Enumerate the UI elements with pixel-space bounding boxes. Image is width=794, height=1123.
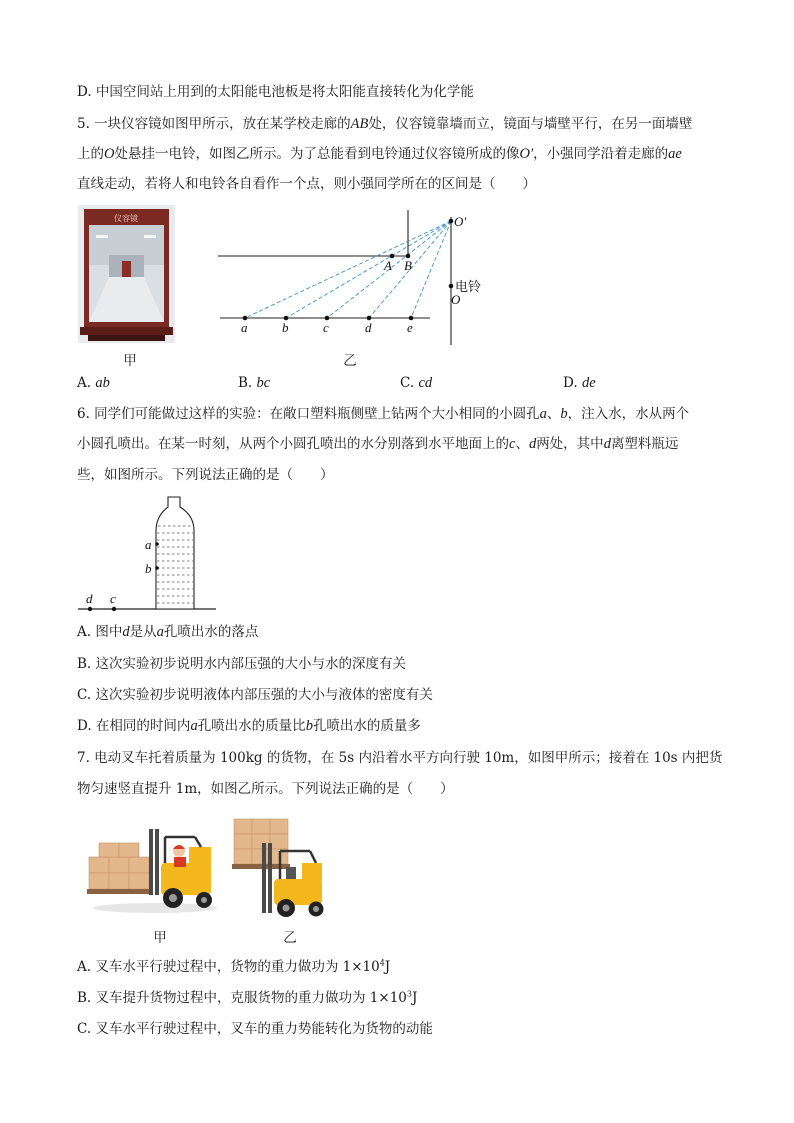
- label-b: b: [282, 320, 289, 335]
- q7-option-b: B. 叉车提升货物过程中，克服货物的重力做功为 $1\times 10^3J$: [77, 989, 418, 1006]
- q5-diagram-yi: [200, 205, 500, 345]
- q5-option-a: A. ab: [77, 375, 110, 391]
- q5-stem-line-2: 上的O处悬挂一电铃，如图乙所示。为了总能看到电铃通过仪容镜所成的像O′，小强同学沿着走廊的ae: [77, 146, 682, 162]
- label-a-point: A: [384, 258, 392, 273]
- label-o-prime: O′: [454, 214, 467, 229]
- label-o: O: [451, 292, 461, 307]
- q7-caption-yi: 乙: [283, 930, 297, 946]
- q6-option-b: B. 这次实验初步说明水内部压强的大小与水的深度有关: [77, 656, 407, 672]
- q5-caption-yi: 乙: [343, 353, 357, 369]
- mirror-sign: 仪容镜: [114, 214, 138, 223]
- q5-stem-line-1: 5. 一块仪容镜如图甲所示，放在某学校走廊的AB处，仪容镜靠墙而立，镜面与墙壁平行，在另一面墙壁: [77, 116, 693, 132]
- q5-stem-line-3: 直线走动，若将人和电铃各自看作一个点，则小强同学所在的区间是（ ）: [77, 176, 536, 192]
- label-b-point: B: [404, 258, 412, 273]
- q6-option-d: D. 在相同的时间内a孔喷出水的质量比b孔喷出水的质量多: [77, 718, 421, 734]
- q6-option-a: A. 图中d是从a孔喷出水的落点: [77, 624, 259, 640]
- label-landing-d: d: [86, 591, 93, 606]
- q7-caption-jia: 甲: [153, 930, 167, 946]
- label-hole-b: b: [145, 561, 152, 576]
- q6-stem-line-2: 小圆孔喷出。在某一时刻，从两个小圆孔喷出的水分别落到水平地面上的c、d两处，其中d离塑料瓶远: [77, 436, 679, 452]
- q7-option-c: C. 叉车水平行驶过程中，叉车的重力势能转化为货物的动能: [77, 1021, 433, 1037]
- label-e: e: [407, 320, 413, 335]
- q7-stem-line-1: 7. 电动叉车托着质量为 100kg 的货物，在 5s 内沿着水平方向行驶 10m，如图甲所示；接着在 10s 内把货: [77, 750, 723, 766]
- q5-option-c: C. cd: [400, 375, 433, 391]
- q6-bottle-diagram: [76, 493, 221, 618]
- label-landing-c: c: [110, 591, 116, 606]
- q6-stem-line-1: 6. 同学们可能做过这样的实验：在敞口塑料瓶侧壁上钻两个大小相同的小圆孔a、b，注入水，水从两个: [77, 406, 690, 422]
- q5-caption-jia: 甲: [123, 353, 137, 369]
- q5-mirror-photo: [78, 205, 175, 343]
- q6-option-c: C. 这次实验初步说明液体内部压强的大小与液体的密度有关: [77, 687, 433, 703]
- q7-stem-line-2: 物匀速竖直提升 1m，如图乙所示。下列说法正确的是（ ）: [77, 781, 454, 797]
- q5-option-d: D. de: [563, 375, 596, 391]
- q6-stem-line-3: 些，如图所示。下列说法正确的是（ ）: [77, 467, 334, 483]
- q5-option-b: B. bc: [238, 375, 271, 391]
- q7-forklift-yi: [230, 815, 330, 920]
- label-bell: 电铃: [455, 280, 482, 295]
- q4-option-d: D. 中国空间站上用到的太阳能电池板是将太阳能直接转化为化学能: [77, 84, 474, 100]
- label-a: a: [241, 320, 248, 335]
- label-hole-a: a: [145, 537, 152, 552]
- label-c: c: [323, 320, 329, 335]
- q7-option-a: A. 叉车水平行驶过程中，货物的重力做功为 $1\times 10^4J$: [77, 958, 391, 975]
- q7-forklift-jia: [85, 823, 225, 918]
- label-d: d: [365, 320, 372, 335]
